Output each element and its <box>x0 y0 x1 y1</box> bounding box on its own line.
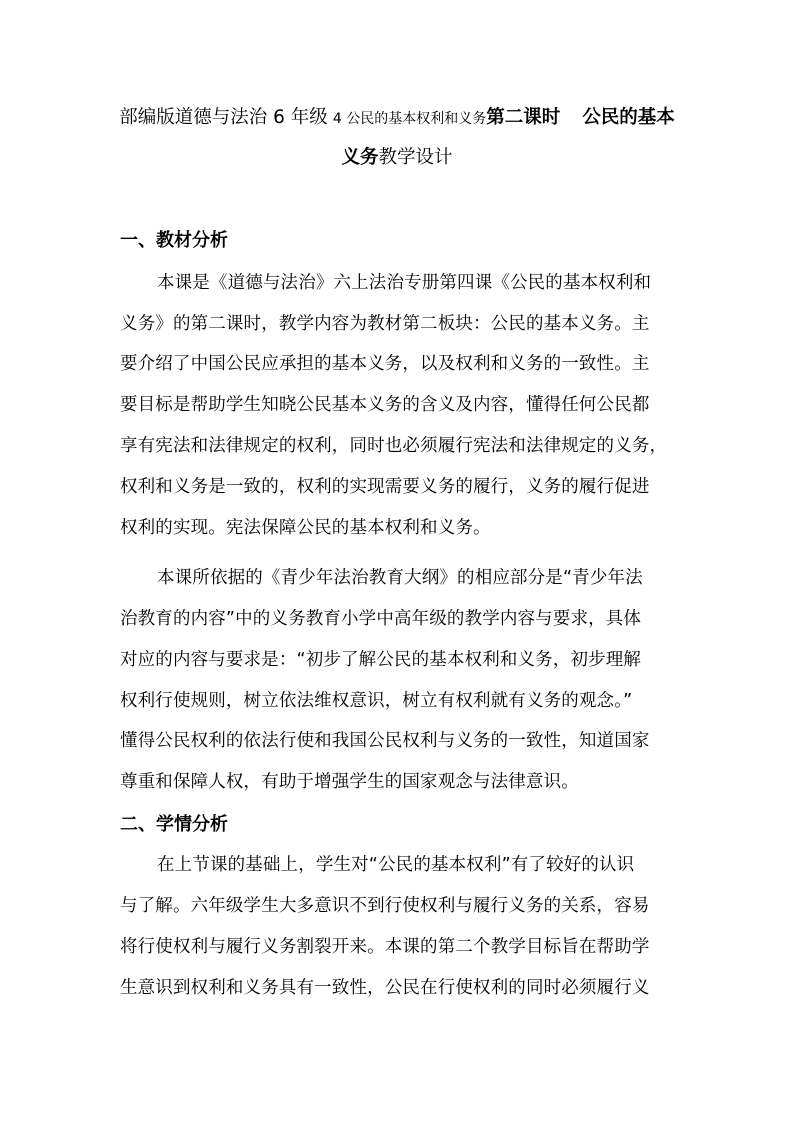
paragraph-line: 享有宪法和法律规定的权利，同时也必须履行宪法和法律规定的义务， <box>120 436 668 456</box>
paragraph-line: 将行使权利与履行义务割裂开来。本课的第二个教学目标旨在帮助学 <box>120 937 650 957</box>
paragraph-line: 懂得公民权利的依法行使和我国公民权利与义务的一致性，知道国家 <box>120 731 650 751</box>
title-unit-text: 4 公民的基本权利和义务 <box>332 111 487 127</box>
title-design-text: 教学设计 <box>378 147 453 168</box>
title-grade-text: 部编版道德与法治 6 年级 <box>119 107 328 128</box>
paragraph-line: 要目标是帮助学生知晓公民基本义务的含义及内容，懂得任何公民都 <box>120 395 650 415</box>
paragraph-line: 与了解。六年级学生大多意识不到行使权利与履行义务的关系，容易 <box>120 896 650 916</box>
paragraph-line: 本课是《道德与法治》六上法治专册第四课《公民的基本权利和 <box>157 273 652 293</box>
title-topic-continued: 义务 <box>341 147 379 168</box>
document-title-line-1 <box>0 104 794 133</box>
paragraph-line: 权利和义务是一致的，权利的实现需要义务的履行，义务的履行促进 <box>120 477 650 497</box>
paragraph-line: 尊重和保障人权，有助于增强学生的国家观念与法律意识。 <box>120 772 579 792</box>
paragraph-line: 对应的内容与要求是：“初步了解公民的基本权利和义务，初步理解 <box>120 650 642 670</box>
paragraph-line: 权利行使规则，树立依法维权意识，树立有权利就有义务的观念。” <box>120 691 633 711</box>
title-topic-text: 公民的基本 <box>582 107 675 128</box>
paragraph-line: 生意识到权利和义务具有一致性，公民在行使权利的同时必须履行义 <box>120 978 650 998</box>
paragraph-line: 本课所依据的《青少年法治教育大纲》的相应部分是“青少年法 <box>157 568 643 588</box>
paragraph-line: 在上节课的基础上，学生对“公民的基本权利”有了较好的认识 <box>157 855 635 875</box>
paragraph-line: 治教育的内容”中的义务教育小学中高年级的教学内容与要求，具体 <box>120 609 642 629</box>
title-lesson-text: 第二课时 <box>486 107 561 128</box>
section-heading-learner-analysis: 二、学情分析 <box>120 814 228 835</box>
paragraph-line: 要介绍了中国公民应承担的基本义务，以及权利和义务的一致性。主 <box>120 354 650 374</box>
section-heading-textbook-analysis: 一、教材分析 <box>120 230 228 251</box>
paragraph-line: 权利的实现。宪法保障公民的基本权利和义务。 <box>120 518 491 538</box>
document-title-line-2 <box>0 144 794 172</box>
paragraph-line: 义务》的第二课时，教学内容为教材第二板块：公民的基本义务。主 <box>120 314 650 334</box>
